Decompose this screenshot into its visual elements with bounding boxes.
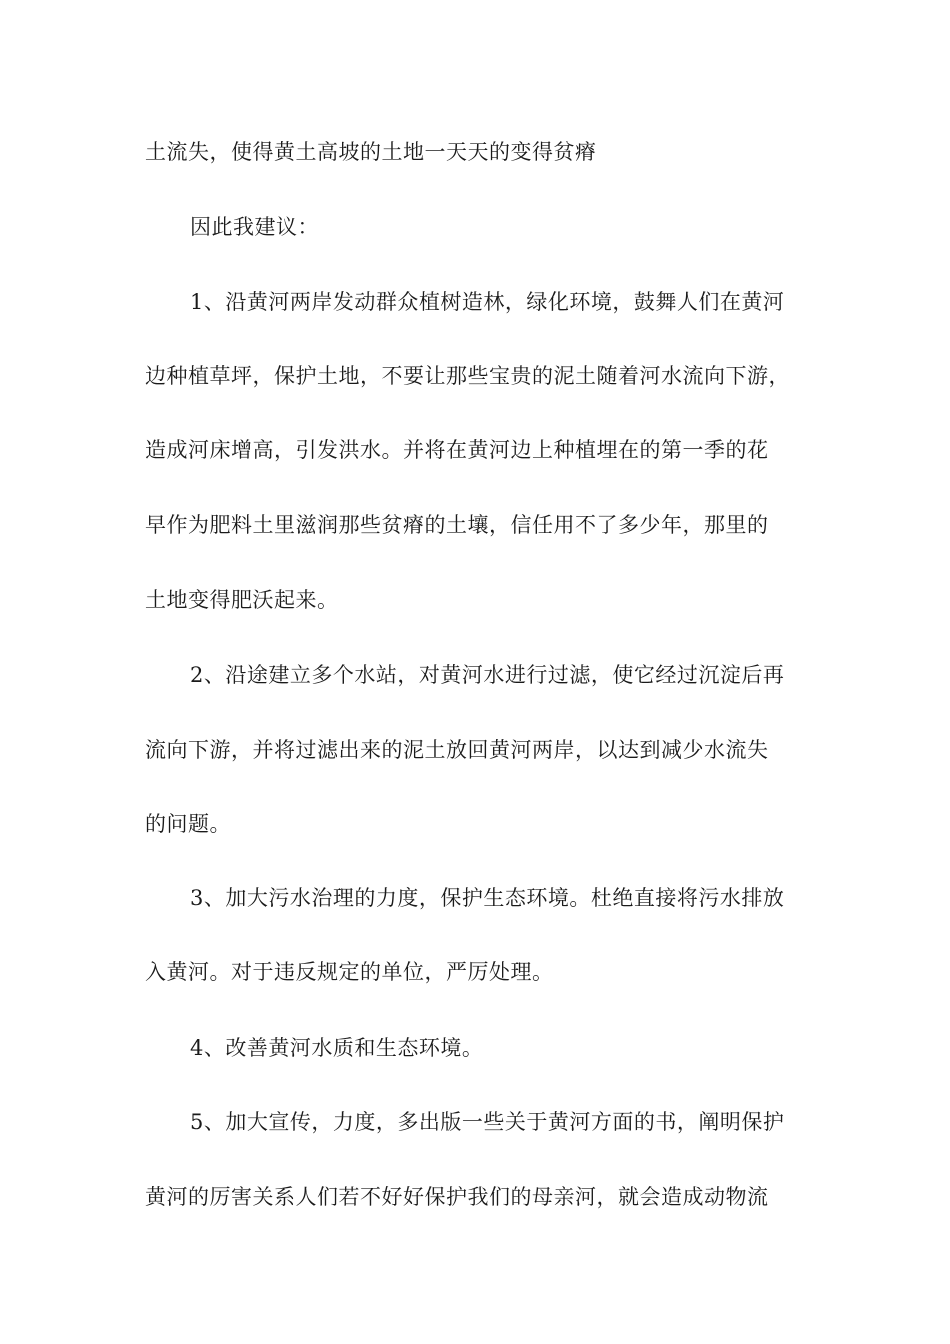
paragraph-line: 入黄河。对于违反规定的单位，严厉处理。 (145, 960, 554, 984)
paragraph-line: 土地变得肥沃起来。 (145, 588, 339, 612)
paragraph-line: 1、沿黄河两岸发动群众植树造林，绿化环境，鼓舞人们在黄河 (190, 290, 785, 314)
paragraph-line: 造成河床增高，引发洪水。并将在黄河边上种植埋在的第一季的花 (145, 438, 769, 462)
paragraph-line: 的问题。 (145, 812, 231, 836)
paragraph-line: 5、加大宣传，力度，多出版一些关于黄河方面的书，阐明保护 (190, 1110, 785, 1134)
paragraph-line: 3、加大污水治理的力度，保护生态环境。杜绝直接将污水排放 (190, 886, 785, 910)
paragraph-line: 边种植草坪，保护土地，不要让那些宝贵的泥土随着河水流向下游， (145, 364, 790, 388)
paragraph-line: 流向下游，并将过滤出来的泥土放回黄河两岸，以达到减少水流失 (145, 738, 769, 762)
paragraph-line: 因此我建议： (190, 215, 319, 239)
paragraph-line: 黄河的厉害关系人们若不好好保护我们的母亲河，就会造成动物流 (145, 1185, 769, 1209)
paragraph-line: 土流失，使得黄土高坡的土地一天天的变得贫瘠 (145, 140, 597, 164)
paragraph-line: 2、沿途建立多个水站，对黄河水进行过滤，使它经过沉淀后再 (190, 663, 785, 687)
paragraph-line: 早作为肥料土里滋润那些贫瘠的土壤，信任用不了多少年，那里的 (145, 513, 769, 537)
paragraph-line: 4、改善黄河水质和生态环境。 (190, 1036, 484, 1060)
